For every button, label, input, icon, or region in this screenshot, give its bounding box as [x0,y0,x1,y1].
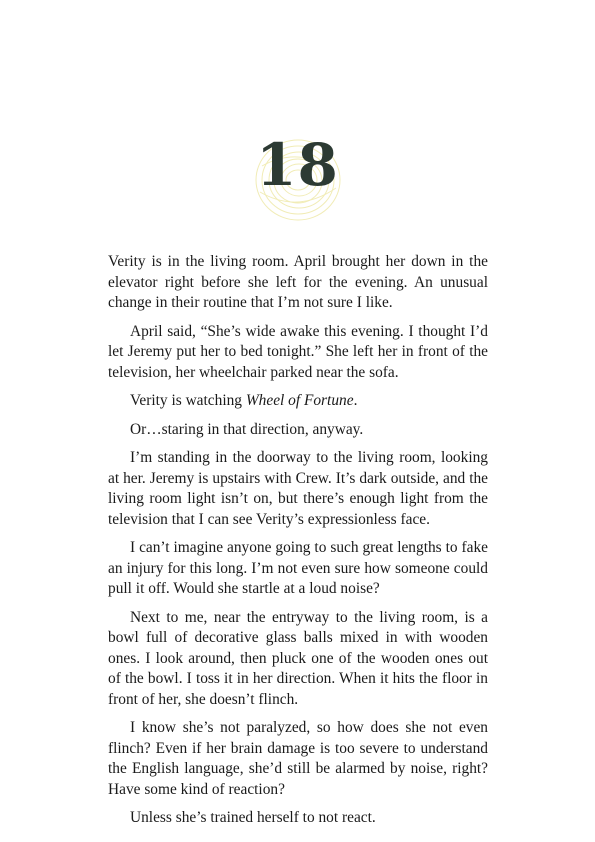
paragraph-text: Verity is watching [130,392,246,409]
chapter-number: 18 [256,131,339,199]
body-text [108,252,488,837]
paragraph: Next to me, near the entryway to the living room, is a bowl full of decorative glass balls mixed in with wooden ones. I look around, then pluck one of the wooden ones out of the bowl. I toss it in her direction. When it hits the floor in front of her, she doesn’t flinch. [108,608,488,708]
paragraph: Verity is in the living room. April brought her down in the elevator right before she left for the evening. An unusual change in their routine that I’m not sure I like. [108,253,488,311]
paragraph-text: . [353,392,358,409]
chapter-heading [0,128,595,224]
paragraph: Unless she’s trained herself to not react. [130,809,376,826]
paragraph: I can’t imagine anyone going to such great lengths to fake an injury for this long. I’m not even sure how someone could pull it off. Would she startle at a loud noise? [108,539,488,597]
show-title: Wheel of Fortune [245,392,354,409]
paragraph: Or…staring in that direction, anyway. [130,420,364,438]
paragraph: I know she’s not paralyzed, so how does she not even flinch? Even if her brain damage is too severe to understand the English language, she’d still be alarmed by noise, right? Have some kind of reaction? [108,719,488,798]
paragraph [108,391,488,412]
paragraph: April said, “She’s wide awake this evening. I thought I’d let Jeremy put her to bed tonight.” She left her in front of the television, her wheelchair parked near the sofa. [108,322,488,381]
paragraph: I’m standing in the doorway to the living room, looking at her. Jeremy is upstairs with Crew. It’s dark outside, and the living room light isn’t on, but there’s enough light from the television that I can see Verity’s expressionless face. [108,449,488,528]
